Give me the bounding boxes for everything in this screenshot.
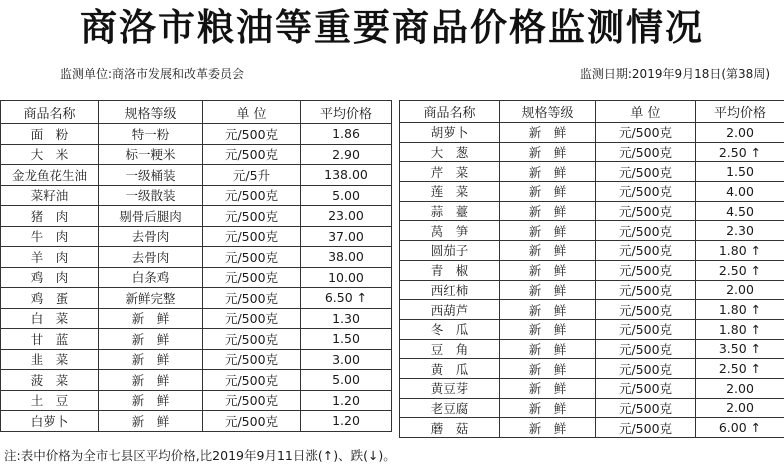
unit-cell: 元/500克 (203, 185, 301, 206)
header-unit: 单 位 (596, 101, 696, 123)
grade-cell: 标一粳米 (99, 144, 203, 165)
unit-cell: 元/500克 (596, 182, 696, 202)
unit-cell: 元/500克 (596, 418, 696, 438)
avg-price-cell: 6.00 ↑ (696, 418, 784, 438)
product-name-cell: 蒜 薹 (400, 201, 500, 221)
table-row (400, 260, 784, 280)
avg-price-cell: 1.80 ↑ (696, 241, 784, 261)
grade-cell: 新 鲜 (500, 280, 596, 300)
grade-cell: 新 鲜 (500, 221, 596, 241)
grade-cell: 新 鲜 (500, 182, 596, 202)
product-name-cell: 蘑 菇 (400, 418, 500, 438)
grade-cell: 新 鲜 (500, 398, 596, 418)
avg-price-cell: 2.50 ↑ (696, 260, 784, 280)
grade-cell: 新 鲜 (500, 162, 596, 182)
product-name-cell: 黄豆芽 (400, 378, 500, 398)
avg-price-cell: 6.50 ↑ (301, 288, 392, 309)
grade-cell: 白条鸡 (99, 267, 203, 288)
monitor-date: 监测日期:2019年9月18日(第38周) (579, 67, 770, 81)
table-row (1, 206, 392, 227)
unit-cell: 元/500克 (203, 308, 301, 329)
unit-cell: 元/500克 (596, 339, 696, 359)
unit-cell: 元/500克 (203, 329, 301, 350)
avg-price-cell: 1.50 (696, 162, 784, 182)
avg-price-cell: 3.00 (301, 349, 392, 370)
price-table-left (0, 100, 392, 432)
grade-cell: 新 鲜 (99, 349, 203, 370)
grade-cell: 去骨肉 (99, 226, 203, 247)
grade-cell: 新 鲜 (500, 260, 596, 280)
product-name-cell: 鸡 肉 (1, 267, 99, 288)
unit-cell: 元/500克 (596, 241, 696, 261)
table-row (400, 201, 784, 221)
grade-cell: 一级散装 (99, 185, 203, 206)
grade-cell: 新 鲜 (500, 300, 596, 320)
avg-price-cell: 5.00 (301, 185, 392, 206)
table-row (400, 241, 784, 261)
table-row (400, 162, 784, 182)
unit-cell: 元/500克 (596, 319, 696, 339)
unit-cell: 元/500克 (596, 123, 696, 143)
product-name-cell: 面 粉 (1, 124, 99, 145)
product-name-cell: 黄 瓜 (400, 359, 500, 379)
table-row (1, 370, 392, 391)
product-name-cell: 芹 菜 (400, 162, 500, 182)
unit-cell: 元/500克 (596, 398, 696, 418)
product-name-cell: 豆 角 (400, 339, 500, 359)
table-row (400, 280, 784, 300)
price-table-right (399, 100, 784, 438)
unit-cell: 元/500克 (596, 378, 696, 398)
avg-price-cell: 10.00 (301, 267, 392, 288)
table-row (1, 226, 392, 247)
product-name-cell: 圆茄子 (400, 241, 500, 261)
unit-cell: 元/500克 (203, 370, 301, 391)
grade-cell: 新 鲜 (500, 319, 596, 339)
grade-cell: 特一粉 (99, 124, 203, 145)
grade-cell: 新 鲜 (500, 359, 596, 379)
unit-cell: 元/500克 (203, 349, 301, 370)
grade-cell: 新 鲜 (500, 201, 596, 221)
table-row (400, 359, 784, 379)
product-name-cell: 金龙鱼花生油 (1, 165, 99, 186)
grade-cell: 新 鲜 (99, 390, 203, 411)
table-row (1, 267, 392, 288)
avg-price-cell: 2.00 (696, 378, 784, 398)
unit-cell: 元/500克 (596, 142, 696, 162)
grade-cell: 新 鲜 (500, 123, 596, 143)
avg-price-cell: 4.50 (696, 201, 784, 221)
header-product-name: 商品名称 (1, 101, 99, 124)
table-row (1, 165, 392, 186)
table-row (1, 390, 392, 411)
avg-price-cell: 1.20 (301, 411, 392, 432)
product-name-cell: 西红柿 (400, 280, 500, 300)
product-name-cell: 菠 菜 (1, 370, 99, 391)
product-name-cell: 莴 笋 (400, 221, 500, 241)
product-name-cell: 大 葱 (400, 142, 500, 162)
table-row (1, 288, 392, 309)
product-name-cell: 猪 肉 (1, 206, 99, 227)
unit-cell: 元/500克 (596, 162, 696, 182)
table-row (1, 185, 392, 206)
header-grade: 规格等级 (500, 101, 596, 123)
header-avg-price: 平均价格 (696, 101, 784, 123)
product-name-cell: 羊 肉 (1, 247, 99, 268)
grade-cell: 去骨肉 (99, 247, 203, 268)
avg-price-cell: 37.00 (301, 226, 392, 247)
header-grade: 规格等级 (99, 101, 203, 124)
avg-price-cell: 1.80 ↑ (696, 319, 784, 339)
avg-price-cell: 23.00 (301, 206, 392, 227)
product-name-cell: 冬 瓜 (400, 319, 500, 339)
table-row (1, 144, 392, 165)
table-row (400, 300, 784, 320)
avg-price-cell: 1.20 (301, 390, 392, 411)
product-name-cell: 莲 菜 (400, 182, 500, 202)
avg-price-cell: 2.00 (696, 123, 784, 143)
table-row (400, 123, 784, 143)
avg-price-cell: 2.30 (696, 221, 784, 241)
unit-cell: 元/500克 (596, 280, 696, 300)
unit-cell: 元/500克 (596, 300, 696, 320)
unit-cell: 元/500克 (596, 221, 696, 241)
product-name-cell: 菜籽油 (1, 185, 99, 206)
avg-price-cell: 3.50 ↑ (696, 339, 784, 359)
table-row (400, 398, 784, 418)
grade-cell: 新 鲜 (99, 308, 203, 329)
monitor-unit: 监测单位:商洛市发展和改革委员会 (60, 67, 245, 81)
unit-cell: 元/500克 (203, 124, 301, 145)
grade-cell: 新 鲜 (99, 411, 203, 432)
product-name-cell: 土 豆 (1, 390, 99, 411)
grade-cell: 剔骨后腿肉 (99, 206, 203, 227)
table-row (400, 378, 784, 398)
table-row (400, 182, 784, 202)
avg-price-cell: 1.86 (301, 124, 392, 145)
product-name-cell: 白萝卜 (1, 411, 99, 432)
table-row (1, 124, 392, 145)
price-table-left-body (1, 124, 392, 432)
avg-price-cell: 4.00 (696, 182, 784, 202)
product-name-cell: 甘 蓝 (1, 329, 99, 350)
unit-cell: 元/500克 (203, 288, 301, 309)
table-row (400, 339, 784, 359)
unit-cell: 元/500克 (596, 260, 696, 280)
avg-price-cell: 38.00 (301, 247, 392, 268)
avg-price-cell: 2.90 (301, 144, 392, 165)
product-name-cell: 大 米 (1, 144, 99, 165)
header-avg-price: 平均价格 (301, 101, 392, 124)
unit-cell: 元/500克 (203, 206, 301, 227)
table-row (400, 319, 784, 339)
grade-cell: 新 鲜 (500, 339, 596, 359)
table-header-row (1, 101, 392, 124)
table-row (1, 308, 392, 329)
avg-price-cell: 1.50 (301, 329, 392, 350)
unit-cell: 元/500克 (203, 226, 301, 247)
avg-price-cell: 2.50 ↑ (696, 359, 784, 379)
table-row (1, 329, 392, 350)
unit-cell: 元/500克 (596, 201, 696, 221)
grade-cell: 一级桶装 (99, 165, 203, 186)
header-product-name: 商品名称 (400, 101, 500, 123)
product-name-cell: 西葫芦 (400, 300, 500, 320)
product-name-cell: 韭 菜 (1, 349, 99, 370)
avg-price-cell: 138.00 (301, 165, 392, 186)
avg-price-cell: 5.00 (301, 370, 392, 391)
grade-cell: 新 鲜 (500, 142, 596, 162)
table-header-row (400, 101, 784, 123)
unit-cell: 元/500克 (203, 390, 301, 411)
product-name-cell: 白 菜 (1, 308, 99, 329)
grade-cell: 新鲜完整 (99, 288, 203, 309)
table-row (1, 411, 392, 432)
unit-cell: 元/500克 (596, 359, 696, 379)
avg-price-cell: 2.50 ↑ (696, 142, 784, 162)
page-title: 商洛市粮油等重要商品价格监测情况 (80, 6, 704, 49)
table-row (1, 247, 392, 268)
grade-cell: 新 鲜 (500, 241, 596, 261)
unit-cell: 元/500克 (203, 144, 301, 165)
product-name-cell: 老豆腐 (400, 398, 500, 418)
table-row (1, 349, 392, 370)
unit-cell: 元/5升 (203, 165, 301, 186)
grade-cell: 新 鲜 (500, 378, 596, 398)
footnote: 注:表中价格为全市七县区平均价格,比2019年9月11日涨(↑)、跌(↓)。 (4, 448, 396, 463)
avg-price-cell: 2.00 (696, 398, 784, 418)
unit-cell: 元/500克 (203, 247, 301, 268)
table-row (400, 142, 784, 162)
price-table-right-body (400, 123, 784, 438)
grade-cell: 新 鲜 (99, 329, 203, 350)
product-name-cell: 鸡 蛋 (1, 288, 99, 309)
product-name-cell: 胡萝卜 (400, 123, 500, 143)
table-row (400, 418, 784, 438)
table-row (400, 221, 784, 241)
avg-price-cell: 2.00 (696, 280, 784, 300)
avg-price-cell: 1.80 ↑ (696, 300, 784, 320)
grade-cell: 新 鲜 (99, 370, 203, 391)
unit-cell: 元/500克 (203, 411, 301, 432)
header-unit: 单 位 (203, 101, 301, 124)
grade-cell: 新 鲜 (500, 418, 596, 438)
avg-price-cell: 1.30 (301, 308, 392, 329)
product-name-cell: 牛 肉 (1, 226, 99, 247)
product-name-cell: 青 椒 (400, 260, 500, 280)
unit-cell: 元/500克 (203, 267, 301, 288)
